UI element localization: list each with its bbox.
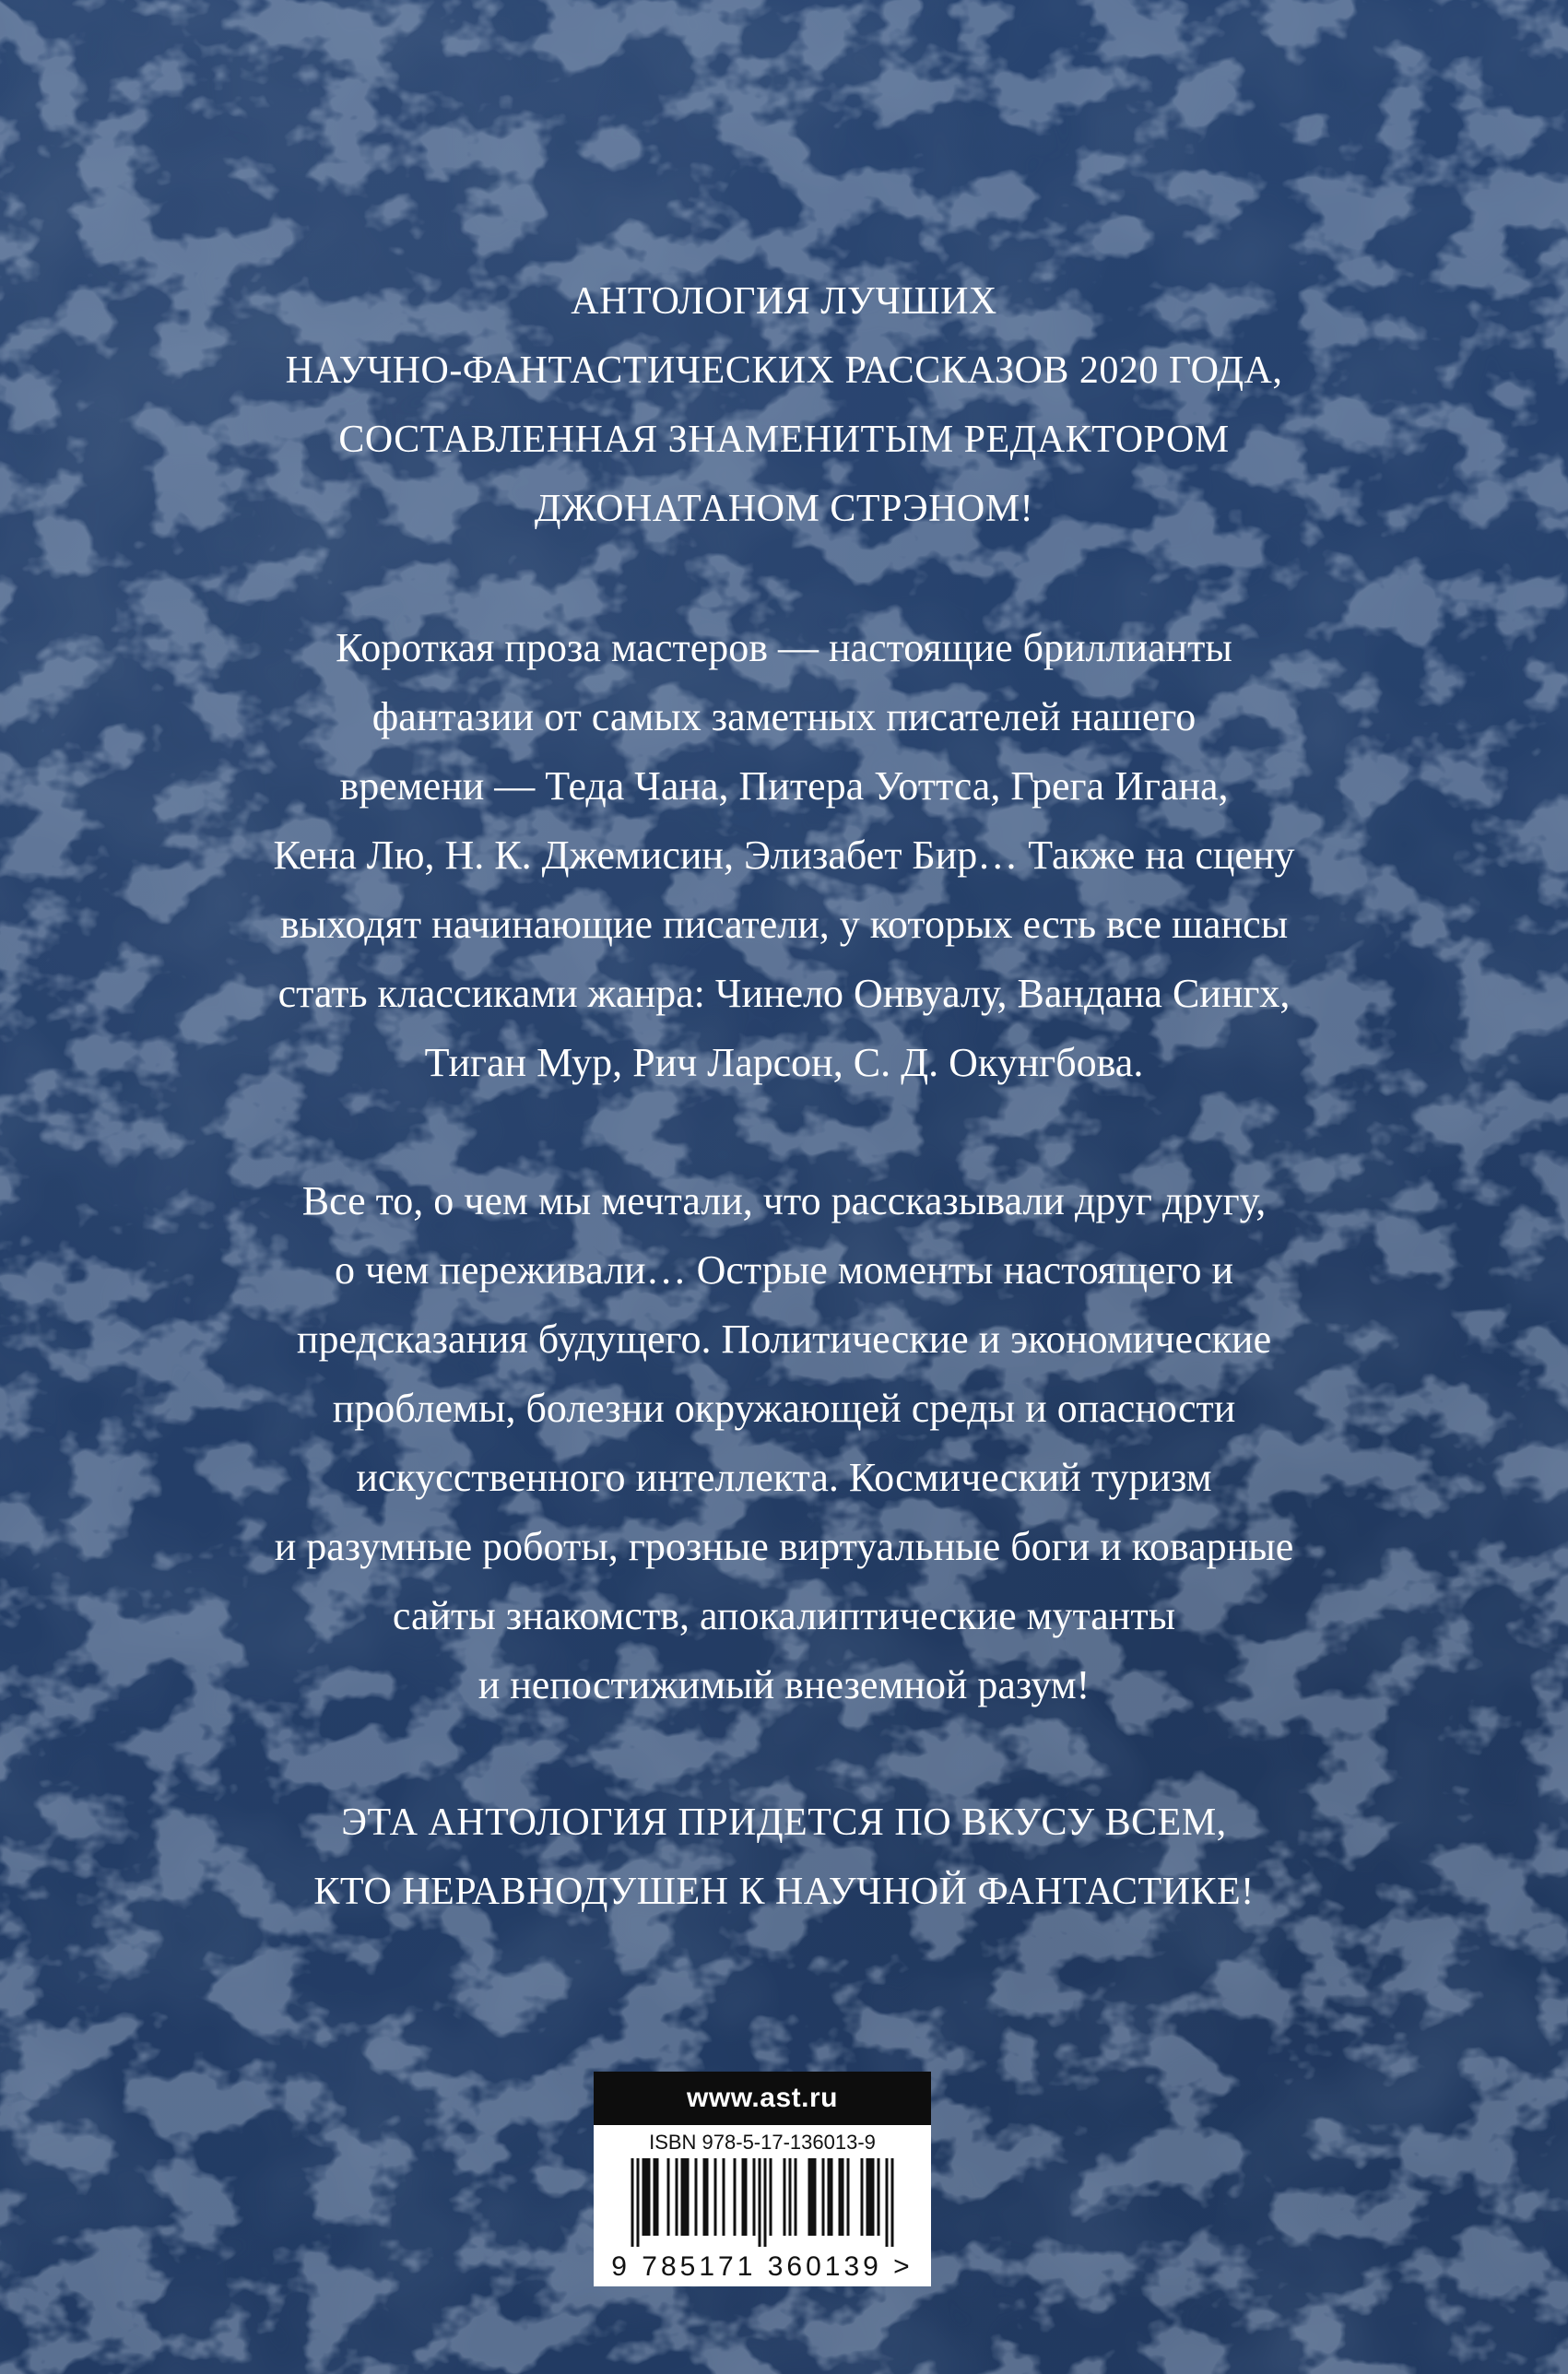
outro-line: КТО НЕРАВНОДУШЕН К НАУЧНОЙ ФАНТАСТИКЕ! [313, 1871, 1255, 1913]
barcode-bar [645, 2158, 648, 2236]
paragraph-line: фантазии от самых заметных писателей нашего [371, 694, 1197, 739]
barcode-bar [759, 2158, 761, 2247]
paragraph-line: предсказания будущего. Политические и экономические [296, 1317, 1272, 1362]
barcode-bar [828, 2158, 831, 2236]
paragraph-line: искусственного интеллекта. Космический туризм [356, 1455, 1212, 1500]
barcode-bar [842, 2158, 844, 2236]
barcode-bar [643, 2158, 645, 2236]
barcode-bar [814, 2158, 817, 2236]
paragraph-line: Тиган Мур, Рич Ларсон, С. Д. Окунгбова. [424, 1040, 1144, 1085]
barcode-bar [784, 2158, 786, 2236]
barcode-bar [706, 2158, 709, 2236]
barcode-bar [687, 2158, 690, 2236]
intro-line: СОСТАВЛЕННАЯ ЗНАМЕНИТЫМ РЕДАКТОРОМ [338, 419, 1230, 461]
barcode-bar [867, 2158, 869, 2236]
barcode-bar [764, 2158, 767, 2247]
barcode-bar [742, 2158, 745, 2236]
barcode-bar [847, 2158, 850, 2236]
paragraph-authors [138, 613, 1430, 1097]
paragraph-line: о чем переживали… Острые моменты настоящего и [334, 1247, 1234, 1293]
intro-heading [138, 267, 1430, 544]
barcode-bar [789, 2158, 792, 2236]
barcode-bar [684, 2158, 687, 2236]
barcode-bars [613, 2158, 912, 2247]
barcode-bar [667, 2158, 670, 2236]
barcode-bar [745, 2158, 748, 2236]
intro-line: НАУЧНО-ФАНТАСТИЧЕСКИХ РАССКАЗОВ 2020 ГОДА, [285, 349, 1283, 392]
paragraph-line: сайты знакомств, апокалиптические мутанты [392, 1593, 1176, 1638]
paragraph-themes [138, 1166, 1430, 1719]
barcode-bar [703, 2158, 706, 2236]
outro-line: ЭТА АНТОЛОГИЯ ПРИДЕТСЯ ПО ВКУСУ ВСЕМ, [341, 1801, 1227, 1844]
barcode-bar [795, 2158, 797, 2236]
barcode-bar [714, 2158, 717, 2236]
barcode-bar [637, 2158, 640, 2247]
barcode-bar [723, 2158, 725, 2236]
barcode-bar [734, 2158, 737, 2236]
paragraph-line: Все то, о чем мы мечтали, что рассказывали друг другу, [301, 1178, 1267, 1223]
isbn-label: ISBN 978-5-17-136013-9 [649, 2131, 876, 2154]
publisher-website: www.ast.ru [594, 2072, 931, 2125]
intro-line: ДЖОНАТАНОМ СТРЭНОМ! [534, 488, 1034, 530]
paragraph-line: выходят начинающие писатели, у которых есть все шансы [279, 902, 1289, 947]
outro-heading [138, 1789, 1430, 1927]
intro-line: АНТОЛОГИЯ ЛУЧШИХ [571, 280, 997, 323]
paragraph-line: времени — Теда Чана, Питера Уоттса, Грега Игана, [339, 763, 1229, 809]
paragraph-line: стать классиками жанра: Чинело Онвуалу, Вандана Сингх, [277, 971, 1291, 1016]
barcode-block [594, 2072, 931, 2286]
barcode-bar [648, 2158, 651, 2236]
barcode-bar [808, 2158, 811, 2236]
paragraph-line: проблемы, болезни окружающей среды и опасности [332, 1386, 1236, 1431]
barcode-bar [822, 2158, 825, 2236]
barcode-bar [878, 2158, 880, 2236]
paragraph-line: Короткая проза мастеров — настоящие бриллианты [336, 625, 1232, 670]
barcode-bar [891, 2158, 894, 2247]
barcode-bar [831, 2158, 833, 2236]
blurb-text [138, 267, 1430, 1927]
barcode-bar [676, 2158, 678, 2236]
ean-digits: 9 785171 360139 > [611, 2251, 914, 2282]
barcode-bar [695, 2158, 698, 2236]
paragraph-line: и непостижимый внеземной разум! [477, 1662, 1091, 1707]
barcode-bar [886, 2158, 889, 2247]
barcode-bar [811, 2158, 814, 2236]
barcode-bar [681, 2158, 684, 2236]
barcode-bar [861, 2158, 864, 2236]
paragraph-line: и разумные роботы, грозные виртуальные боги и коварные [274, 1524, 1294, 1569]
barcode-bar [631, 2158, 634, 2247]
barcode-bar [770, 2158, 772, 2236]
barcode-bar [872, 2158, 875, 2236]
barcode-bar [869, 2158, 872, 2236]
barcode-bar [839, 2158, 842, 2236]
barcode-bar [656, 2158, 659, 2236]
paragraph-line: Кена Лю, Н. К. Джемисин, Элизабет Бир… Также на сцену [273, 833, 1295, 878]
barcode-bar [654, 2158, 656, 2236]
barcode-bar [753, 2158, 756, 2236]
